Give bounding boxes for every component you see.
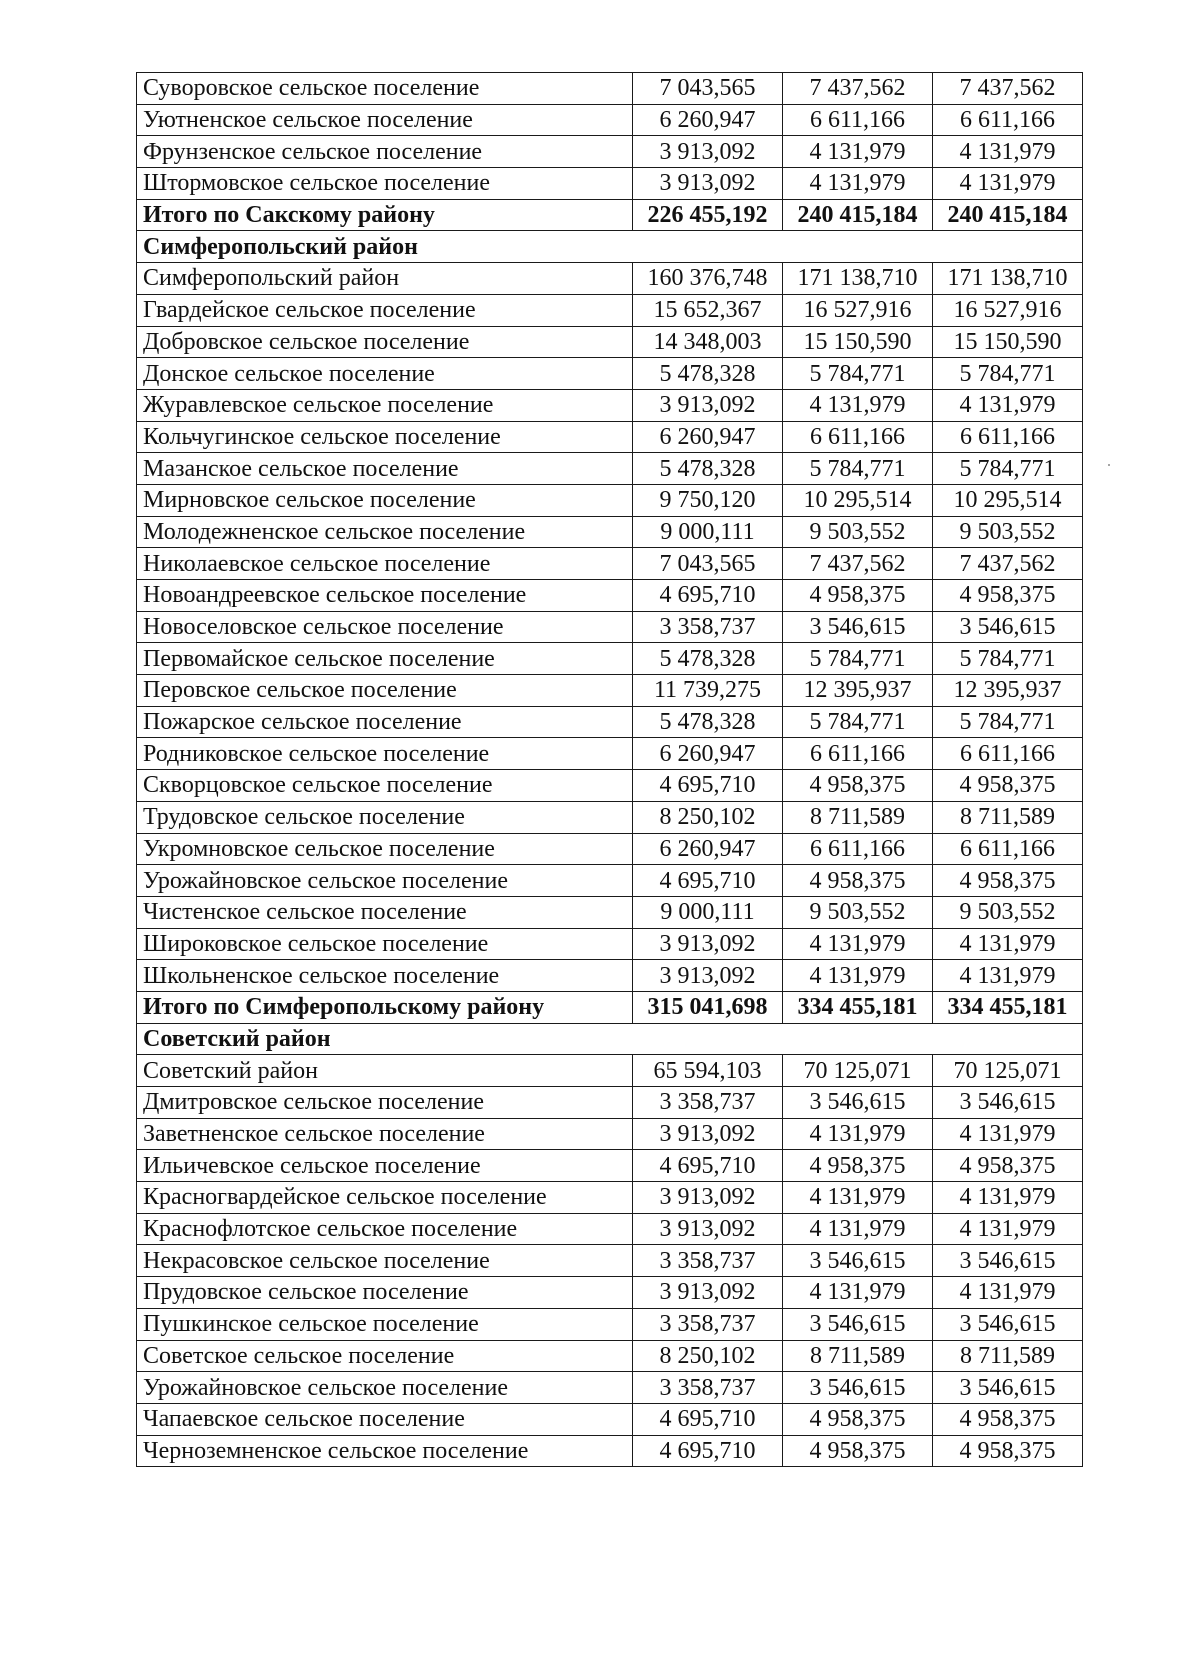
amount-col-1: 9 750,120	[633, 484, 783, 516]
amount-col-3: 9 503,552	[933, 516, 1083, 548]
settlement-name: Перовское сельское поселение	[137, 675, 633, 707]
table-row	[137, 928, 1083, 960]
settlement-name: Симферопольский район	[137, 263, 633, 295]
amount-col-2: 7 437,562	[783, 73, 933, 105]
table-row	[137, 1182, 1083, 1214]
table-row	[137, 358, 1083, 390]
amount-col-2: 4 958,375	[783, 1403, 933, 1435]
amount-col-3: 4 131,979	[933, 136, 1083, 168]
amount-col-1: 3 913,092	[633, 928, 783, 960]
amount-col-3: 240 415,184	[933, 199, 1083, 231]
table-row	[137, 516, 1083, 548]
amount-col-2: 240 415,184	[783, 199, 933, 231]
amount-col-3: 70 125,071	[933, 1055, 1083, 1087]
total-label: Итого по Сакскому району	[137, 199, 633, 231]
settlement-name: Чистенское сельское поселение	[137, 896, 633, 928]
amount-col-3: 4 131,979	[933, 168, 1083, 200]
amount-col-2: 15 150,590	[783, 326, 933, 358]
settlement-name: Школьненское сельское поселение	[137, 960, 633, 992]
settlement-name: Николаевское сельское поселение	[137, 548, 633, 580]
amount-col-1: 5 478,328	[633, 358, 783, 390]
amount-col-2: 9 503,552	[783, 896, 933, 928]
settlement-name: Пожарское сельское поселение	[137, 706, 633, 738]
table-row	[137, 1150, 1083, 1182]
amount-col-3: 4 958,375	[933, 580, 1083, 612]
amount-col-2: 4 131,979	[783, 1182, 933, 1214]
amount-col-1: 4 695,710	[633, 580, 783, 612]
table-row	[137, 421, 1083, 453]
amount-col-3: 4 131,979	[933, 1213, 1083, 1245]
amount-col-1: 3 913,092	[633, 168, 783, 200]
amount-col-3: 4 131,979	[933, 1277, 1083, 1309]
amount-col-1: 6 260,947	[633, 738, 783, 770]
amount-col-2: 3 546,615	[783, 1308, 933, 1340]
amount-col-2: 3 546,615	[783, 1087, 933, 1119]
settlement-name: Черноземненское сельское поселение	[137, 1435, 633, 1467]
amount-col-3: 3 546,615	[933, 1245, 1083, 1277]
settlement-name: Укромновское сельское поселение	[137, 833, 633, 865]
settlement-name: Пушкинское сельское поселение	[137, 1308, 633, 1340]
settlement-name: Урожайновское сельское поселение	[137, 1372, 633, 1404]
amount-col-3: 4 131,979	[933, 389, 1083, 421]
amount-col-3: 3 546,615	[933, 1087, 1083, 1119]
table-row	[137, 1308, 1083, 1340]
amount-col-1: 7 043,565	[633, 548, 783, 580]
amount-col-3: 4 131,979	[933, 928, 1083, 960]
amount-col-1: 4 695,710	[633, 1150, 783, 1182]
amount-col-2: 5 784,771	[783, 643, 933, 675]
amount-col-1: 5 478,328	[633, 643, 783, 675]
settlement-name: Некрасовское сельское поселение	[137, 1245, 633, 1277]
amount-col-3: 7 437,562	[933, 73, 1083, 105]
table-row	[137, 833, 1083, 865]
table-row	[137, 865, 1083, 897]
settlement-name: Уютненское сельское поселение	[137, 104, 633, 136]
amount-col-1: 5 478,328	[633, 706, 783, 738]
amount-col-1: 3 358,737	[633, 1372, 783, 1404]
amount-col-2: 4 958,375	[783, 580, 933, 612]
district-heading: Симферопольский район	[137, 231, 1083, 263]
amount-col-1: 7 043,565	[633, 73, 783, 105]
amount-col-1: 160 376,748	[633, 263, 783, 295]
settlement-name: Молодежненское сельское поселение	[137, 516, 633, 548]
amount-col-2: 4 958,375	[783, 1150, 933, 1182]
amount-col-2: 16 527,916	[783, 294, 933, 326]
amount-col-2: 5 784,771	[783, 358, 933, 390]
table-row	[137, 1340, 1083, 1372]
amount-col-3: 4 958,375	[933, 1403, 1083, 1435]
settlement-name: Трудовское сельское поселение	[137, 801, 633, 833]
amount-col-2: 8 711,589	[783, 801, 933, 833]
amount-col-1: 6 260,947	[633, 833, 783, 865]
amount-col-3: 4 131,979	[933, 1118, 1083, 1150]
settlement-name: Гвардейское сельское поселение	[137, 294, 633, 326]
district-heading: Советский район	[137, 1023, 1083, 1055]
amount-col-2: 171 138,710	[783, 263, 933, 295]
amount-col-3: 16 527,916	[933, 294, 1083, 326]
settlement-name: Широковское сельское поселение	[137, 928, 633, 960]
amount-col-2: 6 611,166	[783, 738, 933, 770]
amount-col-3: 4 958,375	[933, 770, 1083, 802]
table-row	[137, 675, 1083, 707]
amount-col-1: 6 260,947	[633, 421, 783, 453]
amount-col-3: 7 437,562	[933, 548, 1083, 580]
amount-col-2: 4 131,979	[783, 168, 933, 200]
amount-col-3: 171 138,710	[933, 263, 1083, 295]
total-label: Итого по Симферопольскому району	[137, 991, 633, 1023]
district-heading-row	[137, 231, 1083, 263]
amount-col-3: 334 455,181	[933, 991, 1083, 1023]
amount-col-2: 4 958,375	[783, 770, 933, 802]
amount-col-2: 3 546,615	[783, 1245, 933, 1277]
settlement-name: Родниковское сельское поселение	[137, 738, 633, 770]
amount-col-1: 3 913,092	[633, 1213, 783, 1245]
table-row	[137, 1055, 1083, 1087]
settlement-name: Кольчугинское сельское поселение	[137, 421, 633, 453]
amount-col-1: 3 913,092	[633, 136, 783, 168]
table-row	[137, 326, 1083, 358]
settlement-name: Краснофлотское сельское поселение	[137, 1213, 633, 1245]
amount-col-2: 6 611,166	[783, 421, 933, 453]
settlement-name: Первомайское сельское поселение	[137, 643, 633, 675]
amount-col-2: 4 131,979	[783, 1118, 933, 1150]
amount-col-3: 3 546,615	[933, 611, 1083, 643]
amount-col-2: 334 455,181	[783, 991, 933, 1023]
settlement-name: Журавлевское сельское поселение	[137, 389, 633, 421]
amount-col-3: 10 295,514	[933, 484, 1083, 516]
amount-col-2: 6 611,166	[783, 833, 933, 865]
table-row	[137, 611, 1083, 643]
settlement-name: Донское сельское поселение	[137, 358, 633, 390]
table-row	[137, 294, 1083, 326]
amount-col-1: 5 478,328	[633, 453, 783, 485]
table-row	[137, 389, 1083, 421]
table-row	[137, 1087, 1083, 1119]
amount-col-2: 4 131,979	[783, 136, 933, 168]
budget-table	[136, 72, 1083, 1467]
amount-col-1: 8 250,102	[633, 801, 783, 833]
amount-col-1: 4 695,710	[633, 1403, 783, 1435]
settlement-name: Урожайновское сельское поселение	[137, 865, 633, 897]
amount-col-1: 3 913,092	[633, 1118, 783, 1150]
amount-col-3: 5 784,771	[933, 358, 1083, 390]
amount-col-1: 8 250,102	[633, 1340, 783, 1372]
settlement-name: Новоандреевское сельское поселение	[137, 580, 633, 612]
amount-col-3: 4 131,979	[933, 1182, 1083, 1214]
amount-col-3: 6 611,166	[933, 421, 1083, 453]
table-row	[137, 1403, 1083, 1435]
amount-col-1: 3 913,092	[633, 1277, 783, 1309]
amount-col-1: 9 000,111	[633, 516, 783, 548]
amount-col-2: 3 546,615	[783, 611, 933, 643]
amount-col-2: 4 131,979	[783, 928, 933, 960]
table-row	[137, 1435, 1083, 1467]
amount-col-2: 4 958,375	[783, 865, 933, 897]
table-row	[137, 738, 1083, 770]
amount-col-1: 15 652,367	[633, 294, 783, 326]
table-row	[137, 484, 1083, 516]
amount-col-1: 14 348,003	[633, 326, 783, 358]
table-row	[137, 896, 1083, 928]
settlement-name: Суворовское сельское поселение	[137, 73, 633, 105]
amount-col-1: 315 041,698	[633, 991, 783, 1023]
table-row	[137, 1118, 1083, 1150]
table-row	[137, 1245, 1083, 1277]
table-row	[137, 706, 1083, 738]
amount-col-3: 4 958,375	[933, 1435, 1083, 1467]
amount-col-2: 4 131,979	[783, 1213, 933, 1245]
amount-col-2: 7 437,562	[783, 548, 933, 580]
table-row	[137, 1372, 1083, 1404]
settlement-name: Штормовское сельское поселение	[137, 168, 633, 200]
table-row	[137, 580, 1083, 612]
amount-col-2: 5 784,771	[783, 706, 933, 738]
amount-col-2: 12 395,937	[783, 675, 933, 707]
table-row	[137, 801, 1083, 833]
amount-col-2: 4 131,979	[783, 1277, 933, 1309]
table-row	[137, 73, 1083, 105]
amount-col-3: 8 711,589	[933, 1340, 1083, 1372]
amount-col-3: 3 546,615	[933, 1308, 1083, 1340]
table-row	[137, 643, 1083, 675]
amount-col-1: 4 695,710	[633, 770, 783, 802]
amount-col-3: 4 958,375	[933, 865, 1083, 897]
amount-col-1: 3 913,092	[633, 960, 783, 992]
amount-col-3: 9 503,552	[933, 896, 1083, 928]
settlement-name: Дмитровское сельское поселение	[137, 1087, 633, 1119]
amount-col-2: 10 295,514	[783, 484, 933, 516]
amount-col-3: 6 611,166	[933, 833, 1083, 865]
amount-col-3: 12 395,937	[933, 675, 1083, 707]
table-body	[137, 73, 1083, 1467]
amount-col-2: 8 711,589	[783, 1340, 933, 1372]
amount-col-1: 3 913,092	[633, 389, 783, 421]
district-total-row	[137, 991, 1083, 1023]
amount-col-2: 3 546,615	[783, 1372, 933, 1404]
amount-col-1: 226 455,192	[633, 199, 783, 231]
table-row	[137, 168, 1083, 200]
amount-col-2: 5 784,771	[783, 453, 933, 485]
amount-col-3: 8 711,589	[933, 801, 1083, 833]
scan-speck	[1108, 464, 1110, 466]
amount-col-2: 4 958,375	[783, 1435, 933, 1467]
amount-col-1: 3 358,737	[633, 1245, 783, 1277]
settlement-name: Заветненское сельское поселение	[137, 1118, 633, 1150]
settlement-name: Мирновское сельское поселение	[137, 484, 633, 516]
district-heading-row	[137, 1023, 1083, 1055]
amount-col-2: 6 611,166	[783, 104, 933, 136]
settlement-name: Мазанское сельское поселение	[137, 453, 633, 485]
amount-col-1: 3 358,737	[633, 1308, 783, 1340]
settlement-name: Советское сельское поселение	[137, 1340, 633, 1372]
amount-col-1: 6 260,947	[633, 104, 783, 136]
table-row	[137, 960, 1083, 992]
settlement-name: Ильичевское сельское поселение	[137, 1150, 633, 1182]
amount-col-2: 4 131,979	[783, 960, 933, 992]
amount-col-3: 6 611,166	[933, 104, 1083, 136]
table-row	[137, 104, 1083, 136]
settlement-name: Прудовское сельское поселение	[137, 1277, 633, 1309]
table-row	[137, 1213, 1083, 1245]
amount-col-3: 4 131,979	[933, 960, 1083, 992]
amount-col-3: 5 784,771	[933, 706, 1083, 738]
amount-col-1: 4 695,710	[633, 865, 783, 897]
amount-col-1: 3 358,737	[633, 1087, 783, 1119]
settlement-name: Новоселовское сельское поселение	[137, 611, 633, 643]
amount-col-3: 6 611,166	[933, 738, 1083, 770]
amount-col-2: 4 131,979	[783, 389, 933, 421]
amount-col-1: 9 000,111	[633, 896, 783, 928]
amount-col-3: 4 958,375	[933, 1150, 1083, 1182]
amount-col-1: 3 358,737	[633, 611, 783, 643]
table-row	[137, 263, 1083, 295]
settlement-name: Фрунзенское сельское поселение	[137, 136, 633, 168]
settlement-name: Скворцовское сельское поселение	[137, 770, 633, 802]
amount-col-2: 70 125,071	[783, 1055, 933, 1087]
settlement-name: Советский район	[137, 1055, 633, 1087]
table-row	[137, 770, 1083, 802]
table-row	[137, 136, 1083, 168]
amount-col-1: 4 695,710	[633, 1435, 783, 1467]
amount-col-3: 5 784,771	[933, 643, 1083, 675]
amount-col-1: 65 594,103	[633, 1055, 783, 1087]
table-row	[137, 1277, 1083, 1309]
settlement-name: Красногвардейское сельское поселение	[137, 1182, 633, 1214]
table-row	[137, 548, 1083, 580]
amount-col-1: 11 739,275	[633, 675, 783, 707]
table-row	[137, 453, 1083, 485]
district-total-row	[137, 199, 1083, 231]
amount-col-3: 5 784,771	[933, 453, 1083, 485]
amount-col-1: 3 913,092	[633, 1182, 783, 1214]
amount-col-2: 9 503,552	[783, 516, 933, 548]
settlement-name: Чапаевское сельское поселение	[137, 1403, 633, 1435]
amount-col-3: 15 150,590	[933, 326, 1083, 358]
settlement-name: Добровское сельское поселение	[137, 326, 633, 358]
amount-col-3: 3 546,615	[933, 1372, 1083, 1404]
